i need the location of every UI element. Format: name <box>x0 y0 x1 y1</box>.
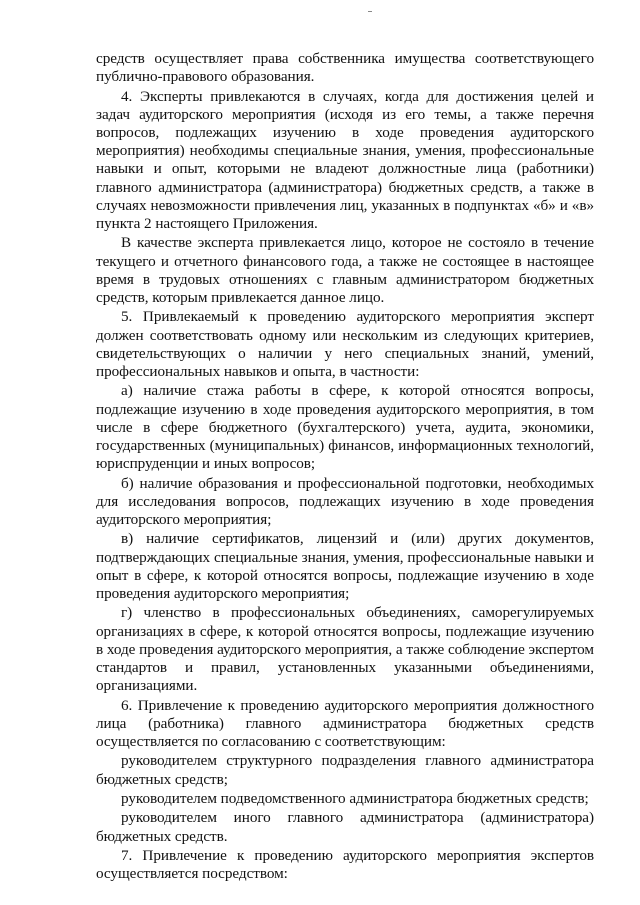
paragraph-continuation: средств осуществляет права собственника имущества соответствующего публично-правового образования. <box>96 50 594 86</box>
paragraph-4: 4. Эксперты привлекаются в случаях, когда для достижения целей и задач аудиторского мероприятия (исходя из его темы, а также перечня вопросов, подлежащих изучению в ходе проведения аудиторского мероприятия) необходимы специальные знания, умения, профессиональные навыки и опыт, которыми не владеют должностные лица (работники) главного администратора (администратора) бюджетных средств, а также в случаях невозможности привлечения лиц, указанных в подпунктах «б» и «в» пункта 2 настоящего Приложения. <box>96 87 594 233</box>
paragraph-5-g: г) членство в профессиональных объединениях, саморегулируемых организациях в сфере, к которой относятся вопросы, подлежащие изучению в ходе проведения аудиторского мероприятия, а также соблюдение экспертом стандартов и правил, установленных указанными объединениями, организациями. <box>96 604 594 695</box>
document-page <box>96 50 594 885</box>
scan-mark <box>368 11 372 12</box>
paragraph-5: 5. Привлекаемый к проведению аудиторского мероприятия эксперт должен соответствовать одному или нескольким из следующих критериев, свидетельствующих о наличии у него специальных знаний, умений, профессиональных навыков и опыта, в частности: <box>96 308 594 381</box>
paragraph-5-v: в) наличие сертификатов, лицензий и (или) других документов, подтверждающих специальные знания, умения, профессиональные навыки и опыт в сфере, к которой относятся вопросы, подлежащие изучению в ходе проведения аудиторского мероприятия; <box>96 530 594 603</box>
paragraph-6-subordinate: руководителем подведомственного администратора бюджетных средств; <box>121 790 589 807</box>
paragraph-4-expert: В качестве эксперта привлекается лицо, которое не состояло в течение текущего и отчетного финансового года, а также не состоящее в настоящее время в трудовых отношениях с главным администратором бюджетных средств, которым привлекается данное лицо. <box>96 234 594 307</box>
paragraph-6-structural: руководителем структурного подразделения главного администратора бюджетных средств; <box>96 752 594 788</box>
paragraph-5-b: б) наличие образования и профессиональной подготовки, необходимых для исследования вопросов, подлежащих изучению в ходе проведения аудиторского мероприятия; <box>96 474 594 529</box>
paragraph-5-a: а) наличие стажа работы в сфере, к которой относятся вопросы, подлежащие изучению в ходе проведения аудиторского мероприятия, в том числе в сфере бюджетного (бухгалтерского) учета, аудита, экономики, государственных (муниципальных) финансов, информационных технологий, юриспруденции и иных вопросов; <box>96 382 594 473</box>
paragraph-7: 7. Привлечение к проведению аудиторского мероприятия экспертов осуществляется посредством: <box>96 846 594 883</box>
paragraph-6: 6. Привлечение к проведению аудиторского мероприятия должностного лица (работника) главного администратора бюджетных средств осуществляется по согласованию с соответствующим: <box>96 696 594 751</box>
paragraph-6-other: руководителем иного главного администратора (администратора) бюджетных средств. <box>96 809 594 845</box>
